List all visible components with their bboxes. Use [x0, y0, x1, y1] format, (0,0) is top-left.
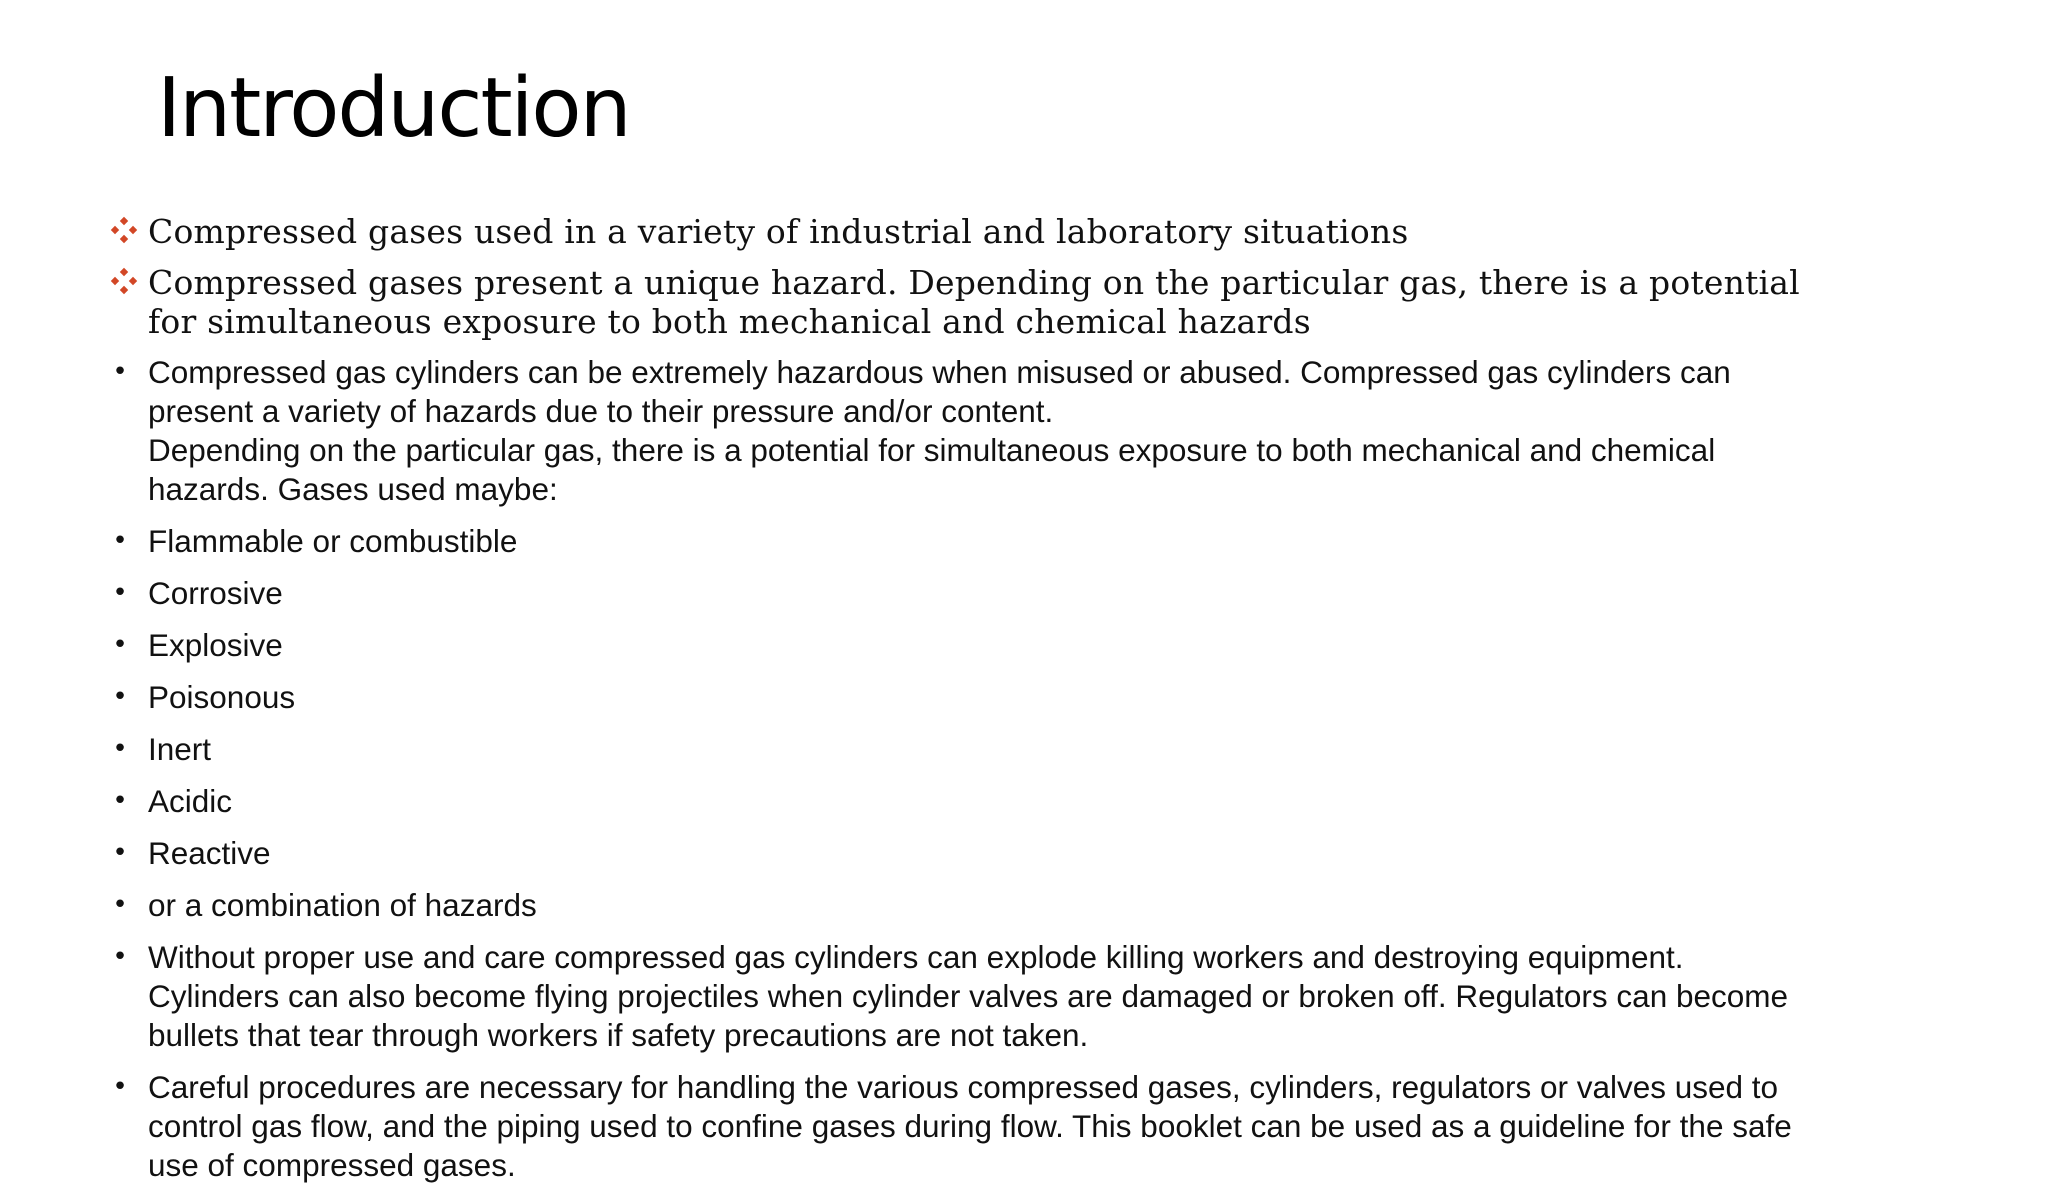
bullet-item: [110, 730, 1890, 769]
bullet-item: [110, 522, 1890, 561]
dot-bullet-icon: •: [112, 786, 128, 816]
bullet-text-line: Explosive: [148, 627, 283, 663]
bullet-item: [110, 782, 1890, 821]
bullet-list: [110, 212, 1890, 1198]
bullet-text-line: bullets that tear through workers if safety precautions are not taken.: [148, 1017, 1089, 1053]
bullet-text-line: Without proper use and care compressed gas cylinders can explode killing workers and destroying equipment.: [148, 939, 1684, 975]
dot-bullet-icon: •: [112, 890, 128, 920]
bullet-text-line: Cylinders can also become flying projectiles when cylinder valves are damaged or broken off. Regulators can become: [148, 978, 1789, 1014]
bullet-text-line: Depending on the particular gas, there is a potential for simultaneous exposure to both mechanical and chemical: [148, 432, 1716, 468]
bullet-text-line: Corrosive: [148, 575, 283, 611]
dot-bullet-icon: •: [112, 630, 128, 660]
bullet-text-line: for simultaneous exposure to both mechanical and chemical hazards: [148, 302, 1311, 341]
bullet-text-line: Careful procedures are necessary for handling the various compressed gases, cylinders, regulators or valves used to: [148, 1069, 1779, 1105]
bullet-item: [110, 574, 1890, 613]
slide-title: Introduction: [157, 61, 630, 156]
bullet-text-line: hazards. Gases used maybe:: [148, 471, 558, 507]
bullet-item: [110, 834, 1890, 873]
bullet-text-line: use of compressed gases.: [148, 1147, 516, 1183]
diamond-bullet-icon: [110, 218, 138, 246]
bullet-item: [110, 938, 1890, 1055]
bullet-item: [110, 263, 1890, 341]
bullet-text-line: present a variety of hazards due to their pressure and/or content.: [148, 393, 1054, 429]
dot-bullet-icon: •: [112, 526, 128, 556]
dot-bullet-icon: •: [112, 682, 128, 712]
dot-bullet-icon: •: [112, 734, 128, 764]
bullet-text-line: Compressed gases used in a variety of industrial and laboratory situations: [148, 212, 1409, 251]
dot-bullet-icon: •: [112, 838, 128, 868]
bullet-item: [110, 626, 1890, 665]
bullet-item: [110, 212, 1890, 251]
dot-bullet-icon: •: [112, 357, 128, 387]
bullet-item: [110, 678, 1890, 717]
bullet-text-line: or a combination of hazards: [148, 887, 537, 923]
bullet-text-line: Compressed gases present a unique hazard. Depending on the particular gas, there is a potential: [148, 263, 1800, 302]
dot-bullet-icon: •: [112, 942, 128, 972]
bullet-item: [110, 353, 1890, 509]
bullet-text-line: Poisonous: [148, 679, 296, 715]
bullet-text-line: Compressed gas cylinders can be extremely hazardous when misused or abused. Compressed gas cylinders can: [148, 354, 1731, 390]
bullet-text-line: Acidic: [148, 783, 233, 819]
bullet-text-line: Flammable or combustible: [148, 523, 518, 559]
diamond-bullet-icon: [110, 269, 138, 297]
bullet-item: [110, 1068, 1890, 1185]
bullet-text-line: control gas flow, and the piping used to confine gases during flow. This booklet can be used as a guideline for the safe: [148, 1108, 1792, 1144]
bullet-text-line: Reactive: [148, 835, 271, 871]
dot-bullet-icon: •: [112, 1072, 128, 1102]
dot-bullet-icon: •: [112, 578, 128, 608]
bullet-item: [110, 886, 1890, 925]
bullet-text-line: Inert: [148, 731, 212, 767]
